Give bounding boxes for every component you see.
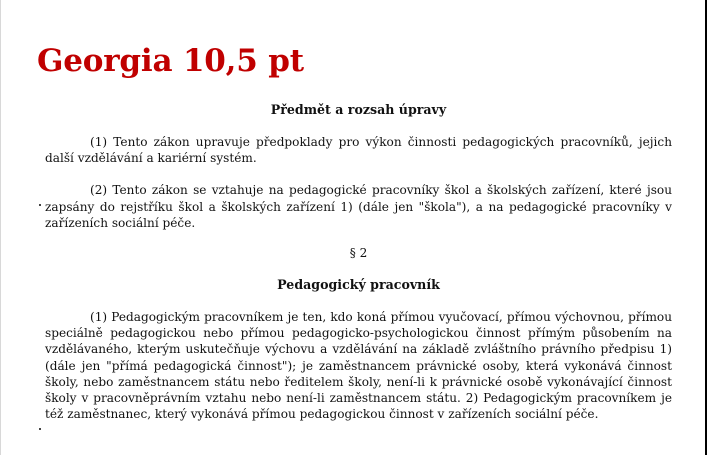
document-body — [45, 102, 672, 422]
margin-marker — [39, 428, 41, 430]
spacer — [45, 293, 672, 309]
spacer — [45, 231, 672, 245]
spacer — [45, 118, 672, 134]
section-1-paragraph-2: (2) Tento zákon se vztahuje na pedagogické pracovníky škol a školských zařízení, které jsou zapsány do rejstříku škol a školských zařízení 1) (dále jen "škola"), a na pedagogické pracovníky v zařízeních sociální péče. — [45, 183, 672, 230]
section-2-title: Pedagogický pracovník — [277, 277, 440, 293]
spacer — [45, 261, 672, 277]
section-1-title: Předmět a rozsah úpravy — [270, 102, 447, 117]
section-1-paragraph-1: (1) Tento zákon upravuje předpoklady pro výkon činnosti pedagogických pracovníků, jejich další vzdělávání a kariérní systém. — [45, 135, 672, 166]
font-sample-heading: Georgia 10,5 pt — [37, 43, 304, 79]
section-2-paragraph-1: (1) Pedagogickým pracovníkem je ten, kdo koná přímou vyučovací, přímou výchovnou, přímou speciálně pedagogickou nebo přímou pedagogicko-psychologickou činnost přímým působením na vzdělávaného, kterým uskutečňuje výchovu a vzdělávání na základě zvláštního právního předpisu 1) (dále jen "přímá pedagogická činnost"); je zaměstnancem právnické osoby, která vykonává činnost školy, nebo zaměstnancem státu nebo ředitelem školy, není-li k právnické osobě vykonávající činnost školy v pracovněprávním vztahu nebo není-li zaměstnancem státu. 2) Pedagogickým pracovníkem je též zaměstnanec, který vykonává přímou pedagogickou činnost v zařízeních sociální péče. — [45, 310, 672, 422]
section-2-number: § 2 — [349, 246, 368, 261]
margin-marker — [39, 204, 41, 206]
spacer — [45, 166, 672, 182]
